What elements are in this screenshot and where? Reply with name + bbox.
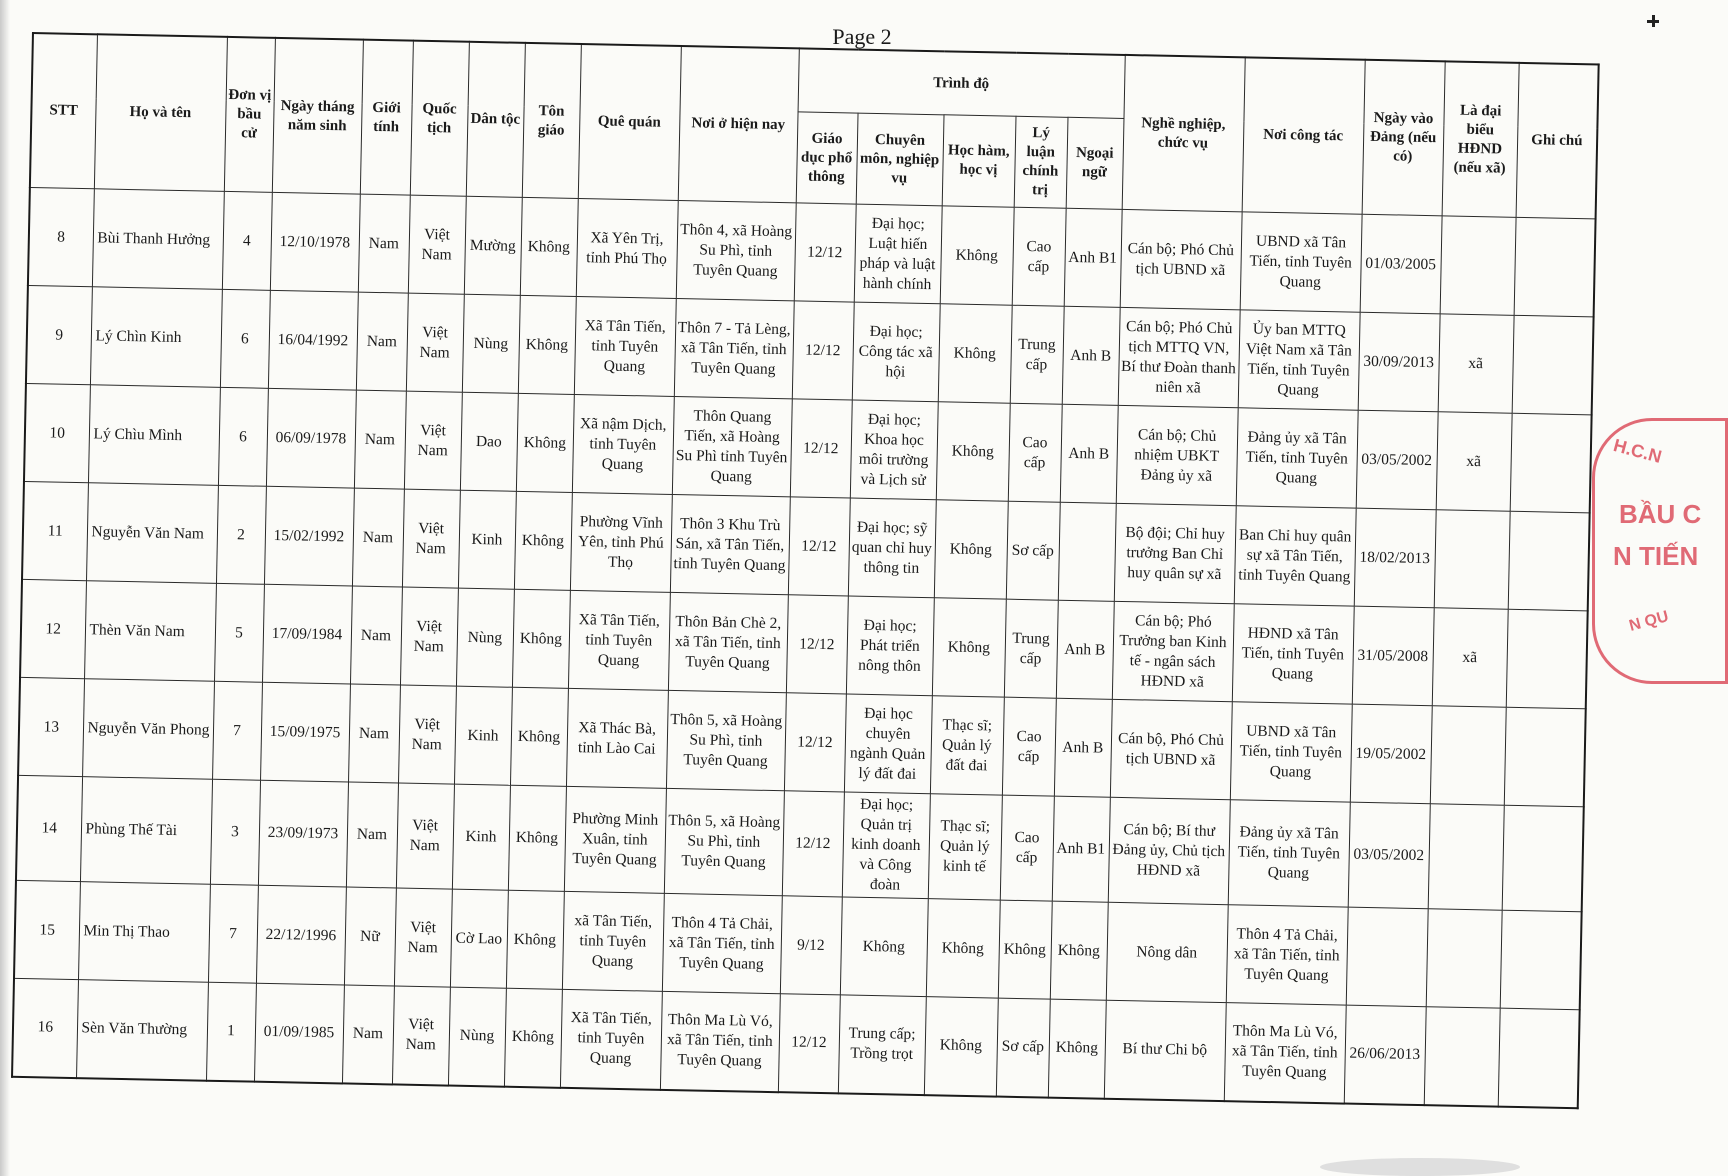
cell-nationality: Việt Nam — [404, 391, 462, 490]
cell-political: Cao cấp — [1008, 403, 1062, 502]
cell-occupation: Cán bộ; Phó Trưởng ban Kinh tế - ngân sách HĐND xã — [1112, 601, 1234, 701]
cell-nationality: Việt Nam — [398, 685, 456, 784]
cell-gender: Nam — [356, 292, 408, 391]
cell-professional: Đại học; Quản trị kinh doanh và Công đoàn — [842, 792, 930, 899]
cell-ethnic: Kinh — [454, 686, 512, 785]
cell-stt: 12 — [20, 579, 86, 678]
cell-name: Bùi Thanh Hưởng — [92, 189, 224, 290]
col-header-language: Ngoại ngữ — [1066, 117, 1124, 209]
cell-dob: 23/09/1973 — [258, 780, 348, 887]
cell-unit: 3 — [210, 779, 260, 885]
cell-political: Sơ cấp — [1006, 501, 1060, 600]
cell-religion: Không — [514, 491, 572, 590]
cell-stt: 13 — [18, 677, 84, 776]
cell-dob: 15/09/1975 — [260, 682, 350, 782]
cell-religion: Không — [508, 785, 566, 891]
cell-note — [1510, 413, 1592, 513]
cell-hometown: xã Tân Tiến, tỉnh Tuyên Quang — [562, 891, 664, 991]
cell-ethnic: Nùng — [448, 987, 506, 1086]
cell-delegate — [1424, 1007, 1500, 1106]
cell-residence: Thôn 4, xã Hoàng Su Phì, tỉnh Tuyên Quang — [676, 200, 796, 300]
col-header-workplace: Nơi công tác — [1242, 57, 1365, 214]
cell-residence: Thôn Ma Lù Vó, xã Tân Tiến, tỉnh Tuyên Quang — [660, 991, 780, 1091]
cell-workplace: Ủy ban MTTQ Việt Nam xã Tân Tiến, tỉnh Tuyên Quang — [1238, 310, 1360, 410]
cell-language: Không — [1048, 999, 1106, 1098]
cell-occupation: Cán bộ; Phó Chủ tịch UBND xã — [1120, 209, 1242, 309]
cell-political: Trung cấp — [1010, 305, 1064, 404]
cell-gender: Nam — [358, 194, 410, 293]
cell-ethnic: Nùng — [456, 588, 514, 687]
cell-language: Anh B — [1054, 698, 1112, 797]
cell-dob: 17/09/1984 — [262, 584, 352, 684]
cell-party-date: 03/05/2002 — [1356, 410, 1438, 510]
page-label: Page 2 — [832, 24, 892, 49]
cell-general-edu: 12/12 — [788, 497, 850, 596]
scan-speck — [1652, 15, 1655, 27]
cell-general-edu: 12/12 — [784, 693, 846, 792]
col-header-dob: Ngày tháng năm sinh — [272, 38, 363, 194]
cell-nationality: Việt Nam — [402, 489, 460, 588]
cell-occupation: Cán bộ; Phó Chủ tịch MTTQ VN, Bí thư Đoàn thanh niên xã — [1118, 307, 1240, 407]
cell-unit: 7 — [212, 681, 262, 780]
cell-religion: Không — [518, 295, 576, 394]
col-header-delegate: Là đại biểu HĐND (nếu xã) — [1442, 61, 1519, 217]
cell-occupation: Nông dân — [1106, 902, 1228, 1002]
cell-degree: Không — [938, 304, 1012, 403]
cell-political: Sơ cấp — [996, 998, 1050, 1097]
cell-stt: 8 — [28, 187, 94, 286]
cell-workplace: UBND xã Tân Tiến, tỉnh Tuyên Quang — [1230, 702, 1352, 802]
cell-workplace: UBND xã Tân Tiến, tỉnh Tuyên Quang — [1240, 212, 1362, 312]
col-header-general-edu: Giáo dục phổ thông — [796, 112, 858, 204]
cell-professional: Đại học; sỹ quan chỉ huy thông tin — [848, 498, 936, 598]
col-header-party-date: Ngày vào Đảng (nếu có) — [1362, 60, 1445, 216]
cell-language: Anh B1 — [1064, 208, 1122, 307]
col-header-religion: Tôn giáo — [522, 43, 581, 199]
cell-delegate — [1428, 804, 1504, 910]
cell-party-date — [1346, 907, 1428, 1007]
cell-ethnic: Kinh — [458, 490, 516, 589]
cell-nationality: Việt Nam — [406, 293, 464, 392]
cell-religion: Không — [504, 988, 562, 1087]
cell-professional: Trung cấp; Trồng trọt — [838, 995, 926, 1095]
candidate-table — [11, 32, 1600, 1109]
cell-residence: Thôn Bản Chè 2, xã Tân Tiến, tỉnh Tuyên Quang — [668, 592, 788, 692]
col-header-name: Họ và tên — [94, 34, 227, 191]
cell-general-edu: 12/12 — [778, 994, 840, 1093]
cell-residence: Thôn 3 Khu Trù Sán, xã Tân Tiến, tỉnh Tuyên Quang — [670, 494, 790, 594]
cell-workplace: Thôn Ma Lù Vó, xã Tân Tiến, tỉnh Tuyên Quang — [1224, 1003, 1346, 1103]
cell-note — [1508, 511, 1590, 611]
cell-workplace: Thôn 4 Tả Chải, xã Tân Tiến, tỉnh Tuyên Quang — [1226, 905, 1348, 1005]
stamp-text-2: BẦU C — [1619, 499, 1702, 529]
cell-occupation: Cán bộ; Chủ nhiệm UBKT Đảng ủy xã — [1116, 405, 1238, 505]
cell-occupation: Bí thư Chi bộ — [1104, 1000, 1226, 1100]
cell-degree: Không — [940, 206, 1014, 305]
cell-dob: 15/02/1992 — [264, 486, 354, 586]
col-header-degree: Học hàm, học vị — [942, 115, 1016, 207]
cell-hometown: Xã Tân Tiến, tỉnh Tuyên Quang — [560, 989, 662, 1089]
cell-gender: Nam — [346, 782, 398, 888]
cell-political: Cao cấp — [1002, 697, 1056, 796]
cell-stt: 9 — [26, 285, 92, 384]
cell-name: Nguyễn Văn Phong — [82, 679, 214, 780]
cell-ethnic: Nùng — [462, 294, 520, 393]
cell-language: Anh B1 — [1052, 796, 1110, 902]
cell-unit: 2 — [216, 485, 266, 584]
cell-residence: Thôn 5, xã Hoàng Su Phì, tỉnh Tuyên Quang — [664, 788, 784, 895]
cell-delegate: xã — [1436, 412, 1512, 511]
cell-hometown: Phường Minh Xuân, tỉnh Tuyên Quang — [564, 786, 666, 893]
cell-gender: Nam — [342, 985, 394, 1084]
cell-note — [1514, 217, 1596, 317]
red-seal-stamp — [1592, 418, 1728, 684]
cell-professional: Đại học; Luật hiến pháp và luật hành chính — [854, 204, 942, 304]
cell-political: Không — [998, 900, 1052, 999]
cell-delegate — [1434, 510, 1510, 609]
cell-unit: 5 — [214, 583, 264, 682]
cell-general-edu: 12/12 — [786, 595, 848, 694]
col-header-note: Ghi chú — [1516, 63, 1599, 219]
cell-degree: Không — [924, 997, 998, 1096]
cell-degree: Thạc sĩ; Quản lý kinh tế — [928, 794, 1002, 900]
cell-degree: Không — [932, 598, 1006, 697]
col-header-stt: STT — [30, 33, 97, 189]
col-header-gender: Giới tính — [360, 40, 413, 195]
cell-occupation: Cán bộ, Phó Chủ tịch UBND xã — [1110, 699, 1232, 799]
cell-unit: 6 — [220, 289, 270, 388]
col-header-unit: Đơn vị bầu cử — [224, 37, 275, 192]
cell-delegate: xã — [1438, 314, 1514, 413]
cell-delegate — [1440, 216, 1516, 315]
cell-ethnic: Dao — [460, 392, 518, 491]
col-header-occupation: Nghề nghiệp, chức vụ — [1122, 55, 1245, 212]
col-header-residence: Nơi ở hiện nay — [678, 46, 799, 203]
cell-delegate — [1426, 909, 1502, 1008]
cell-party-date: 31/05/2008 — [1352, 606, 1434, 706]
cell-gender: Nam — [350, 586, 402, 685]
cell-note — [1498, 1008, 1580, 1108]
col-header-ethnic: Dân tộc — [466, 42, 525, 198]
cell-political: Cao cấp — [1012, 207, 1066, 306]
cell-name: Lý Chìn Kinh — [90, 287, 222, 388]
cell-ethnic: Mường — [464, 196, 522, 295]
cell-note — [1506, 609, 1588, 709]
cell-hometown: Xã nậm Dịch, tỉnh Tuyên Quang — [572, 394, 674, 494]
cell-occupation: Bộ đội; Chỉ huy trưởng Ban Chỉ huy quân sự xã — [1114, 503, 1236, 603]
candidate-table-sheet — [11, 32, 1600, 1109]
cell-degree: Không — [934, 500, 1008, 599]
cell-professional: Không — [840, 897, 928, 997]
cell-language: Anh B — [1062, 306, 1120, 405]
cell-religion: Không — [506, 890, 564, 989]
cell-hometown: Xã Tân Tiến, tỉnh Tuyên Quang — [568, 590, 670, 690]
cell-stt: 15 — [14, 880, 80, 979]
cell-residence: Thôn Quang Tiến, xã Hoàng Su Phì tỉnh Tuyên Quang — [672, 396, 792, 496]
cell-language — [1058, 502, 1116, 601]
cell-hometown: Phường Vĩnh Yên, tỉnh Phú Thọ — [570, 492, 672, 592]
cell-dob: 16/04/1992 — [268, 290, 358, 390]
cell-party-date: 01/03/2005 — [1360, 214, 1442, 314]
cell-workplace: Đảng ủy xã Tân Tiến, tỉnh Tuyên Quang — [1236, 408, 1358, 508]
cell-note — [1500, 910, 1582, 1010]
cell-occupation: Cán bộ; Bí thư Đảng ủy, Chủ tịch HĐND xã — [1108, 797, 1230, 904]
cell-degree: Thạc sĩ; Quản lý đất đai — [930, 696, 1004, 795]
cell-gender: Nam — [352, 488, 404, 587]
col-header-hometown: Quê quán — [578, 44, 681, 200]
cell-delegate: xã — [1432, 608, 1508, 707]
cell-unit: 6 — [218, 387, 268, 486]
cell-language: Không — [1050, 901, 1108, 1000]
cell-general-edu: 12/12 — [794, 203, 856, 302]
cell-hometown: Xã Tân Tiến, tỉnh Tuyên Quang — [574, 296, 676, 396]
cell-name: Lý Chìu Mình — [88, 385, 220, 486]
col-header-political: Lý luận chính trị — [1014, 116, 1068, 208]
cell-workplace: Ban Chỉ huy quân sự xã Tân Tiến, tỉnh Tuyên Quang — [1234, 506, 1356, 606]
cell-note — [1502, 805, 1584, 912]
cell-professional: Đại học; Công tác xã hội — [852, 302, 940, 402]
cell-nationality: Việt Nam — [394, 888, 452, 987]
cell-gender: Nam — [354, 390, 406, 489]
cell-professional: Đại học chuyên ngành Quản lý đất đai — [844, 694, 932, 794]
cell-stt: 11 — [22, 481, 88, 580]
cell-nationality: Việt Nam — [400, 587, 458, 686]
cell-party-date: 30/09/2013 — [1358, 312, 1440, 412]
cell-name: Sèn Văn Thường — [76, 980, 208, 1081]
cell-dob: 06/09/1978 — [266, 388, 356, 488]
cell-party-date: 26/06/2013 — [1344, 1005, 1426, 1105]
cell-workplace: HĐND xã Tân Tiến, tỉnh Tuyên Quang — [1232, 604, 1354, 704]
cell-religion: Không — [516, 393, 574, 492]
cell-political: Cao cấp — [1000, 795, 1054, 901]
cell-nationality: Việt Nam — [396, 783, 454, 889]
cell-note — [1504, 707, 1586, 807]
cell-stt: 16 — [12, 978, 78, 1077]
scan-shadow — [1320, 1158, 1520, 1176]
cell-degree: Không — [926, 899, 1000, 998]
cell-unit: 4 — [222, 191, 272, 290]
cell-party-date: 19/05/2002 — [1350, 704, 1432, 804]
cell-ethnic: Kinh — [452, 784, 510, 890]
cell-unit: 7 — [208, 884, 258, 983]
stamp-text-3: N TIẾN — [1613, 541, 1699, 571]
cell-nationality: Việt Nam — [392, 986, 450, 1085]
cell-degree: Không — [936, 402, 1010, 501]
cell-party-date: 03/05/2002 — [1348, 802, 1430, 909]
cell-language: Anh B — [1060, 404, 1118, 503]
cell-general-edu: 9/12 — [780, 896, 842, 995]
cell-professional: Đại học; Phát triển nông thôn — [846, 596, 934, 696]
cell-name: Phùng Thế Tài — [80, 777, 212, 885]
cell-residence: Thôn 4 Tả Chải, xã Tân Tiến, tỉnh Tuyên Quang — [662, 893, 782, 993]
cell-hometown: Xã Yên Trị, tỉnh Phú Thọ — [576, 198, 678, 298]
cell-gender: Nam — [348, 684, 400, 783]
cell-delegate — [1430, 706, 1506, 805]
cell-stt: 10 — [24, 383, 90, 482]
cell-ethnic: Cờ Lao — [450, 889, 508, 988]
cell-dob: 22/12/1996 — [256, 885, 346, 985]
cell-residence: Thôn 5, xã Hoàng Su Phì, tỉnh Tuyên Quang — [666, 690, 786, 790]
col-header-nationality: Quốc tịch — [410, 41, 469, 197]
cell-general-edu: 12/12 — [782, 791, 844, 897]
cell-dob: 12/10/1978 — [270, 192, 360, 292]
cell-residence: Thôn 7 - Tả Lèng, xã Tân Tiến, tỉnh Tuyên Quang — [674, 298, 794, 398]
cell-hometown: Xã Thác Bà, tỉnh Lào Cai — [566, 688, 668, 788]
cell-nationality: Việt Nam — [408, 195, 466, 294]
cell-professional: Đại học; Khoa học môi trường và Lịch sử — [850, 400, 938, 500]
col-header-education-group: Trình độ — [798, 48, 1125, 118]
stamp-text-4: N QU — [1627, 608, 1671, 635]
cell-name: Thèn Văn Nam — [84, 581, 216, 682]
cell-political: Trung cấp — [1004, 599, 1058, 698]
cell-note — [1512, 315, 1594, 415]
cell-stt: 14 — [16, 775, 82, 881]
cell-party-date: 18/02/2013 — [1354, 508, 1436, 608]
cell-workplace: Đảng ủy xã Tân Tiến, tỉnh Tuyên Quang — [1228, 800, 1350, 907]
cell-religion: Không — [510, 687, 568, 786]
scan-edge — [0, 0, 10, 1176]
cell-name: Min Thị Thao — [78, 882, 210, 983]
stamp-text-1: H.C.N — [1611, 435, 1664, 468]
cell-dob: 01/09/1985 — [254, 983, 344, 1083]
cell-general-edu: 12/12 — [790, 399, 852, 498]
col-header-professional: Chuyên môn, nghiệp vụ — [856, 113, 944, 206]
cell-name: Nguyễn Văn Nam — [86, 483, 218, 584]
cell-religion: Không — [520, 197, 578, 296]
cell-general-edu: 12/12 — [792, 301, 854, 400]
cell-gender: Nữ — [344, 887, 396, 986]
cell-language: Anh B — [1056, 600, 1114, 699]
cell-religion: Không — [512, 589, 570, 688]
cell-unit: 1 — [206, 982, 256, 1081]
